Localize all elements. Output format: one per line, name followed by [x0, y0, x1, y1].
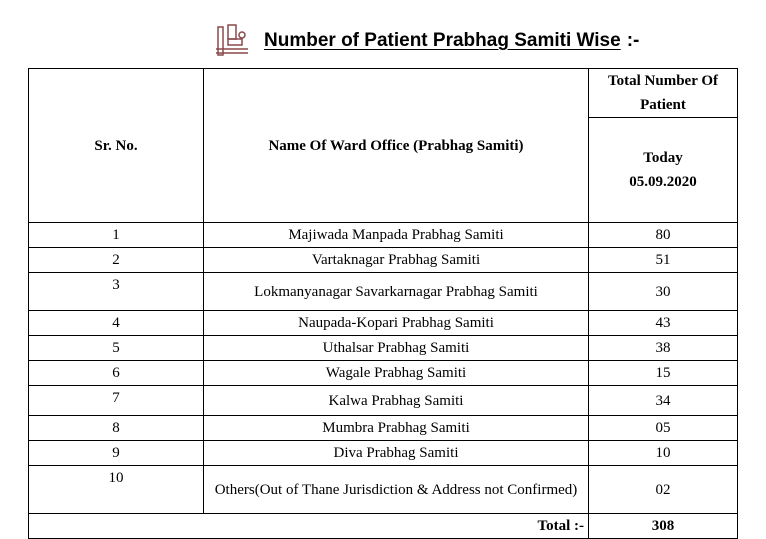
ward-cell: Lokmanyanagar Savarkarnagar Prabhag Samiti [204, 273, 589, 311]
page-title: Number of Patient Prabhag Samiti Wise :- [264, 30, 640, 51]
date-label: 05.09.2020 [629, 174, 697, 190]
count-cell: 30 [589, 273, 738, 311]
ward-cell: Naupada-Kopari Prabhag Samiti [204, 311, 589, 336]
table-row [29, 248, 738, 273]
ward-cell: Others(Out of Thane Jurisdiction & Address not Confirmed) [204, 466, 589, 514]
today-label: Today [643, 150, 683, 166]
sr-cell: 1 [29, 223, 204, 248]
count-cell: 10 [589, 441, 738, 466]
date-header [589, 118, 738, 223]
page-header [214, 22, 639, 60]
sr-cell: 10 [29, 466, 204, 514]
count-cell: 80 [589, 223, 738, 248]
ward-header: Name Of Ward Office (Prabhag Samiti) [204, 69, 589, 223]
sr-cell: 2 [29, 248, 204, 273]
sr-cell: 9 [29, 441, 204, 466]
count-cell: 38 [589, 336, 738, 361]
count-cell: 43 [589, 311, 738, 336]
patient-table [28, 68, 738, 539]
sr-no-header: Sr. No. [29, 69, 204, 223]
table-row [29, 336, 738, 361]
table-row [29, 273, 738, 311]
sr-cell: 6 [29, 361, 204, 386]
sr-cell: 5 [29, 336, 204, 361]
total-patients-header: Total Number Of Patient [589, 69, 738, 118]
total-value: 308 [589, 514, 738, 539]
count-cell: 34 [589, 386, 738, 416]
table-row [29, 416, 738, 441]
ward-cell: Diva Prabhag Samiti [204, 441, 589, 466]
sr-cell: 4 [29, 311, 204, 336]
total-label: Total :- [29, 514, 589, 539]
table-row [29, 223, 738, 248]
ward-cell: Majiwada Manpada Prabhag Samiti [204, 223, 589, 248]
ward-cell: Kalwa Prabhag Samiti [204, 386, 589, 416]
table-row [29, 311, 738, 336]
municipal-logo-icon [214, 23, 250, 59]
table-row [29, 466, 738, 514]
table-row [29, 441, 738, 466]
sr-cell: 3 [29, 273, 204, 311]
ward-cell: Uthalsar Prabhag Samiti [204, 336, 589, 361]
sr-cell: 7 [29, 386, 204, 416]
ward-cell: Mumbra Prabhag Samiti [204, 416, 589, 441]
table-row [29, 386, 738, 416]
sr-cell: 8 [29, 416, 204, 441]
ward-cell: Wagale Prabhag Samiti [204, 361, 589, 386]
ward-cell: Vartaknagar Prabhag Samiti [204, 248, 589, 273]
table-row [29, 361, 738, 386]
count-cell: 51 [589, 248, 738, 273]
total-row [29, 514, 738, 539]
count-cell: 05 [589, 416, 738, 441]
count-cell: 02 [589, 466, 738, 514]
count-cell: 15 [589, 361, 738, 386]
